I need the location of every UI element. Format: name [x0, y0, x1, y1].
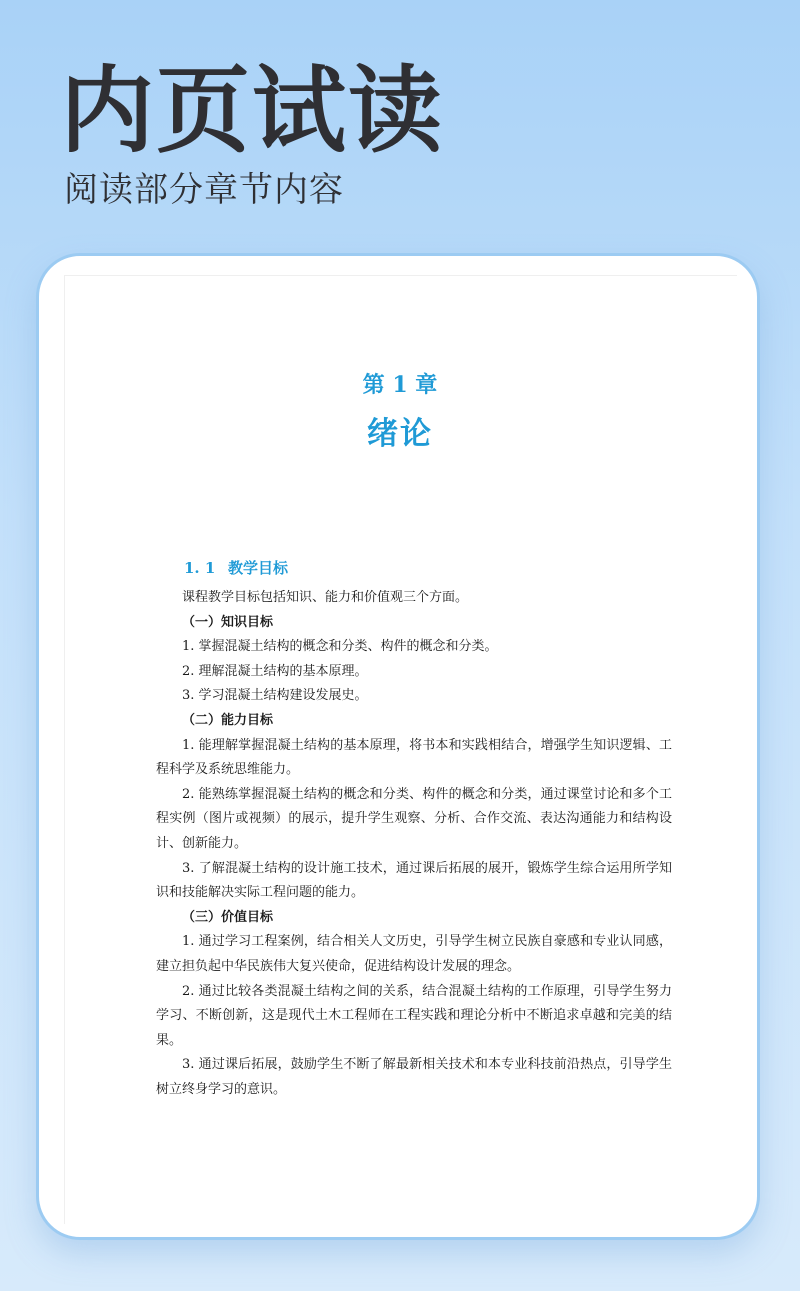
subheading: （三）价值目标 — [182, 909, 274, 925]
section-heading — [184, 557, 288, 578]
hero-subtitle: 阅读部分章节内容 — [64, 170, 344, 210]
paragraph: 1. 能理解掌握混凝土结构的基本原理，将书本和实践相结合，增强学生知识逻辑、工程科学及系统思维能力。 — [156, 737, 672, 778]
hero-title: 内页试读 — [60, 57, 445, 166]
paragraph: 3. 通过课后拓展，鼓励学生不断了解最新相关技术和本专业科技前沿热点，引导学生树立终身学习的意识。 — [156, 1057, 672, 1097]
section-number: 1. 1 — [184, 559, 216, 577]
chapter-title: 绪论 — [367, 416, 433, 452]
subheading: （一）知识目标 — [182, 614, 274, 630]
section-title: 教学目标 — [228, 559, 289, 577]
paragraph: 3. 了解混凝土结构的设计施工技术，通过课后拓展的展开，锻炼学生综合运用所学知识和技能解决实际工程问题的能力。 — [156, 860, 672, 901]
paragraph: 2. 理解混凝土结构的基本原理。 — [182, 663, 368, 679]
paragraph: 1. 通过学习工程案例，结合相关人文历史，引导学生树立民族自豪感和专业认同感，建立担负起中华民族伟大复兴使命，促进结构设计发展的理念。 — [156, 934, 672, 974]
paragraph: 2. 能熟练掌握混凝土结构的概念和分类、构件的概念和分类，通过课堂讨论和多个工程实例（图片或视频）的展示，提升学生观察、分析、合作交流、表达沟通能力和结构设计、创新能力。 — [156, 786, 672, 851]
body-text — [156, 586, 672, 1102]
chapter-number: 第 1 章 — [362, 372, 438, 398]
paragraph: 3. 学习混凝土结构建设发展史。 — [182, 688, 368, 704]
paragraph: 1. 掌握混凝土结构的概念和分类、构件的概念和分类。 — [182, 639, 498, 655]
paragraph: 2. 通过比较各类混凝土结构之间的关系，结合混凝土结构的工作原理，引导学生努力学习、不断创新，这是现代土木工程师在工程实践和理论分析中不断追求卓越和完美的结果。 — [156, 983, 672, 1048]
paragraph: 课程教学目标包括知识、能力和价值观三个方面。 — [182, 590, 469, 605]
subheading: （二）能力目标 — [182, 712, 274, 728]
